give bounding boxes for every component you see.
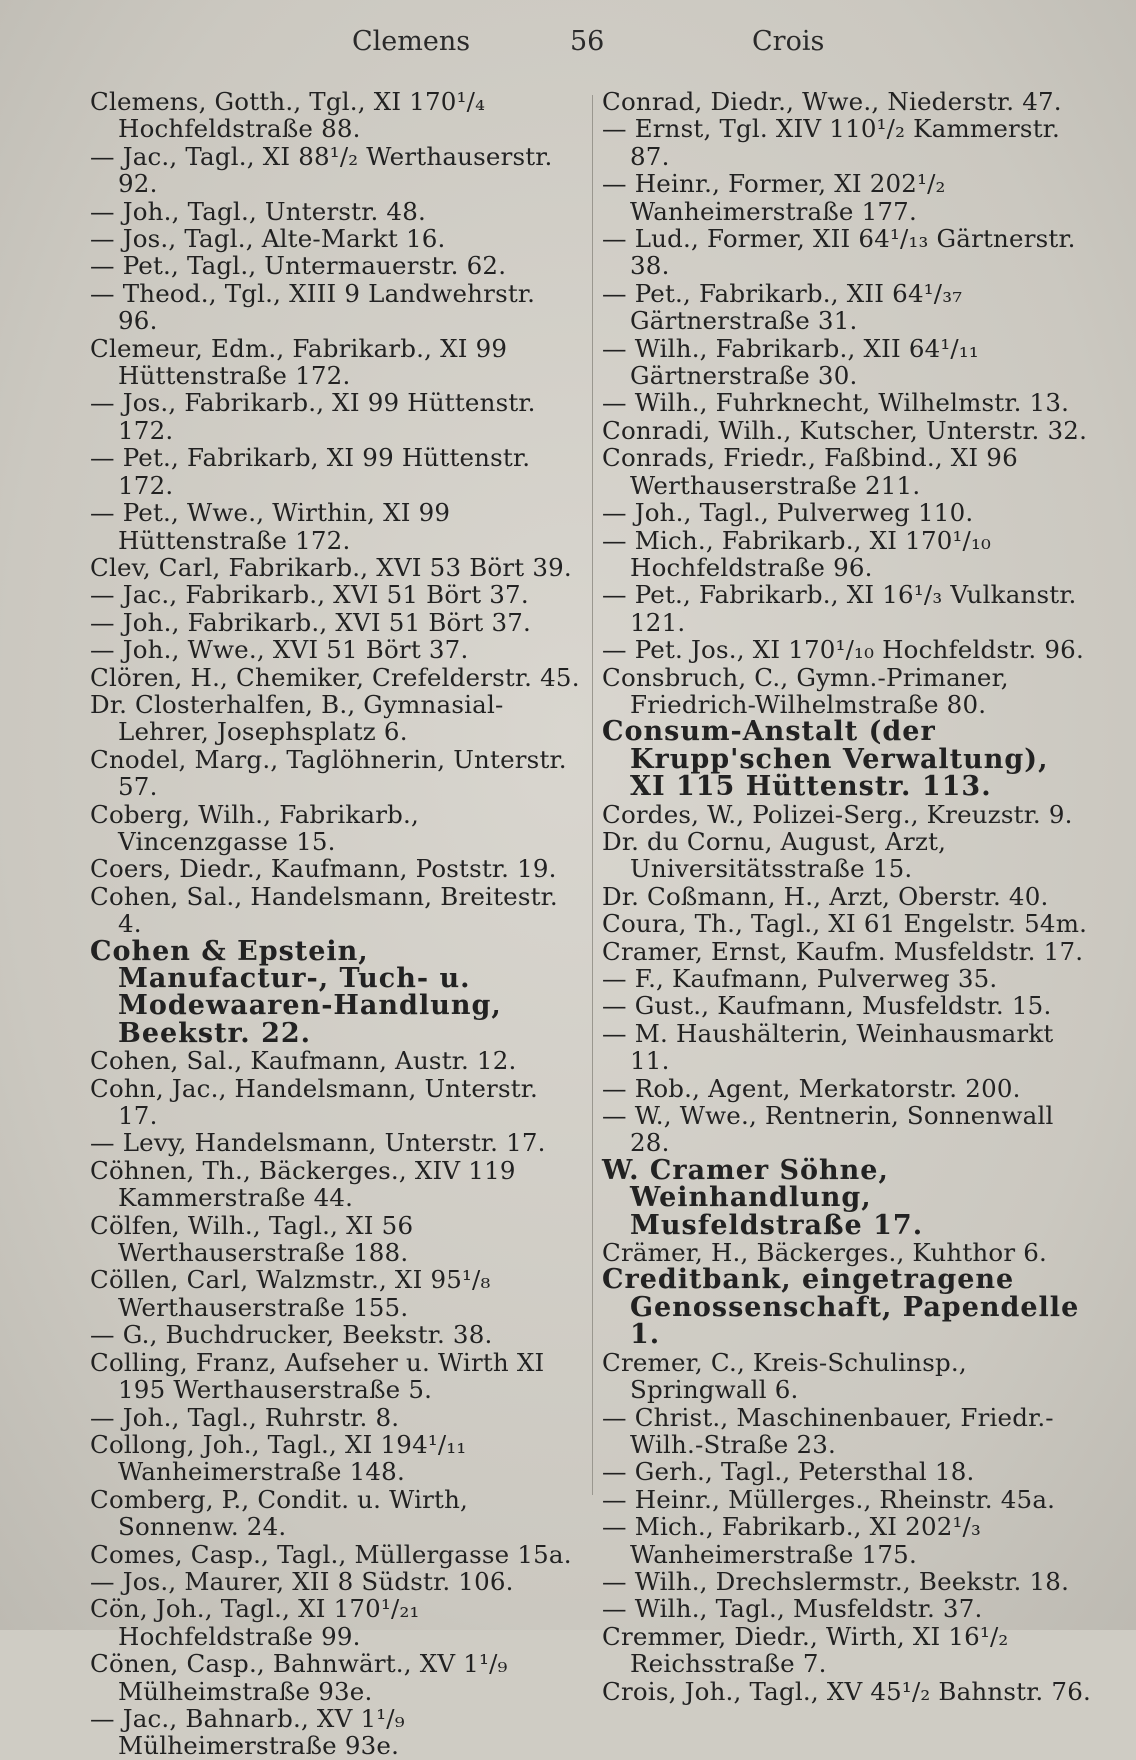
- list-item: Cremmer, Diedr., Wirth, XI 16¹/₂ Reichsstraße 7.: [602, 1621, 1009, 1679]
- list-item: Clören, H., Chemiker, Crefelderstr. 45.: [90, 662, 580, 692]
- list-item: — M. Haushälterin, Weinhausmarkt 11.: [602, 1018, 1054, 1076]
- list-item: — Pet., Fabrikarb., XI 16¹/₃ Vulkanstr. 121.: [602, 580, 1077, 637]
- list-item: — Wilh., Drechslermstr., Beekstr. 18.: [602, 1566, 1070, 1596]
- list-item: Cohen, Sal., Kaufmann, Austr. 12.: [90, 1046, 517, 1076]
- list-item: Conrads, Friedr., Faßbind., XI 96 Werthauserstraße 211.: [602, 443, 1018, 500]
- list-item: — Heinr., Müllerges., Rheinstr. 45a.: [602, 1484, 1056, 1514]
- list-item: Coers, Diedr., Kaufmann, Poststr. 19.: [90, 854, 557, 884]
- list-item: Dr. Coßmann, H., Arzt, Oberstr. 40.: [602, 881, 1049, 911]
- column-divider: [592, 95, 593, 1495]
- list-item: Clemens, Gotth., Tgl., XI 170¹/₄ Hochfeldstraße 88.: [90, 87, 486, 144]
- list-item: — Theod., Tgl., XIII 9 Landwehrstr. 96.: [90, 278, 536, 336]
- list-item: — Pet., Fabrikarb., XII 64¹/₃₇ Gärtnerstraße 31.: [602, 278, 963, 336]
- list-item: Clev, Carl, Fabrikarb., XVI 53 Bört 39.: [90, 552, 572, 582]
- list-item: Cordes, W., Polizei-Serg., Kreuzstr. 9.: [602, 799, 1073, 829]
- header-last-name: Crois: [752, 26, 825, 57]
- list-item: Cölfen, Wilh., Tagl., XI 56 Werthauserstraße 188.: [90, 1210, 414, 1268]
- list-item-firm: W. Cramer Söhne, Weinhandlung, Musfeldstraße 17.: [602, 1154, 924, 1241]
- list-item: — Christ., Maschinenbauer, Friedr.-Wilh.-Straße 23.: [602, 1402, 1054, 1459]
- list-item: — Mich., Fabrikarb., XI 202¹/₃ Wanheimerstraße 175.: [602, 1512, 982, 1569]
- page-header: [92, 20, 1072, 64]
- page-number: 56: [570, 26, 605, 57]
- list-item: — Mich., Fabrikarb., XI 170¹/₁₀ Hochfeldstraße 96.: [602, 525, 992, 582]
- list-item: — W., Wwe., Rentnerin, Sonnenwall 28.: [602, 1101, 1054, 1158]
- list-item: Cohen, Sal., Handelsmann, Breitestr. 4.: [90, 881, 558, 939]
- list-item: Crois, Joh., Tagl., XV 45¹/₂ Bahnstr. 76.: [602, 1676, 1091, 1706]
- list-item: — Jos., Maurer, XII 8 Südstr. 106.: [90, 1566, 514, 1596]
- list-item: — Pet., Wwe., Wirthin, XI 99 Hüttenstraße 172.: [90, 498, 451, 555]
- list-item: Comberg, P., Condit. u. Wirth, Sonnenw. 24.: [90, 1484, 469, 1542]
- list-item-firm: Consum-Anstalt (der Krupp'schen Verwaltung), XI 115 Hüttenstr. 113.: [602, 716, 1049, 803]
- list-item: Cramer, Ernst, Kaufm. Musfeldstr. 17.: [602, 936, 1084, 966]
- list-item: — Wilh., Tagl., Musfeldstr. 37.: [602, 1594, 983, 1624]
- list-item: — Jos., Fabrikarb., XI 99 Hüttenstr. 172.: [90, 388, 536, 445]
- list-item: — Joh., Tagl., Ruhrstr. 8.: [90, 1402, 400, 1432]
- list-item: Cöhnen, Th., Bäckerges., XIV 119 Kammerstraße 44.: [90, 1155, 516, 1213]
- list-item: — Levy, Handelsmann, Unterstr. 17.: [90, 1128, 546, 1158]
- list-item-firm: Cohen & Epstein, Manufactur-, Tuch- u. Modewaaren-Handlung, Beekstr. 22.: [90, 935, 502, 1049]
- header-first-name: Clemens: [352, 26, 471, 57]
- list-item-firm: Creditbank, eingetragene Genossenschaft, Papendelle 1.: [602, 1264, 1080, 1351]
- list-item: — Ernst, Tgl. XIV 110¹/₂ Kammerstr. 87.: [602, 114, 1060, 171]
- list-item: — Pet. Jos., XI 170¹/₁₀ Hochfeldstr. 96.: [602, 635, 1084, 665]
- list-item: Dr. Closterhalfen, B., Gymnasial-Lehrer, Josephsplatz 6.: [90, 689, 504, 747]
- list-item: Comes, Casp., Tagl., Müllergasse 15a.: [90, 1539, 572, 1569]
- list-item: — Joh., Wwe., XVI 51 Bört 37.: [90, 635, 469, 665]
- list-item: Conrad, Diedr., Wwe., Niederstr. 47.: [602, 87, 1062, 116]
- list-item: — Lud., Former, XII 64¹/₁₃ Gärtnerstr. 38.: [602, 224, 1076, 281]
- list-item: — Heinr., Former, XI 202¹/₂ Wanheimerstraße 177.: [602, 169, 946, 226]
- list-item: Coberg, Wilh., Fabrikarb., Vincenzgasse 15.: [90, 799, 420, 856]
- list-item: Clemeur, Edm., Fabrikarb., XI 99 Hüttenstraße 172.: [90, 333, 508, 391]
- list-item: — Gust., Kaufmann, Musfeldstr. 15.: [602, 991, 1052, 1021]
- list-item: — G., Buchdrucker, Beekstr. 38.: [90, 1320, 493, 1350]
- list-item: — Jos., Tagl., Alte-Markt 16.: [90, 224, 446, 254]
- list-item: Cremer, C., Kreis-Schulinsp., Springwall 6.: [602, 1347, 967, 1405]
- list-item: — F., Kaufmann, Pulverweg 35.: [602, 964, 998, 993]
- list-item: Collong, Joh., Tagl., XI 194¹/₁₁ Wanheimerstraße 148.: [90, 1429, 467, 1487]
- list-item: — Joh., Tagl., Unterstr. 48.: [90, 196, 426, 226]
- list-item: — Pet., Tagl., Untermauerstr. 62.: [90, 251, 507, 281]
- list-item: — Jac., Tagl., XI 88¹/₂ Werthauserstr. 92.: [90, 141, 553, 199]
- list-item: — Jac., Bahnarb., XV 1¹/₉ Mülheimerstraße 93e.: [90, 1703, 405, 1760]
- list-item: Consbruch, C., Gymn.-Primaner, Friedrich-Wilhelmstraße 80.: [602, 662, 1009, 719]
- list-item: — Wilh., Fabrikarb., XII 64¹/₁₁ Gärtnerstraße 30.: [602, 333, 979, 391]
- list-item: Cön, Joh., Tagl., XI 170¹/₂₁ Hochfeldstraße 99.: [90, 1594, 420, 1651]
- list-item: — Jac., Fabrikarb., XVI 51 Bört 37.: [90, 580, 529, 610]
- left-column: [90, 87, 582, 1760]
- list-item: — Rob., Agent, Merkatorstr. 200.: [602, 1073, 1021, 1103]
- list-item: Conradi, Wilh., Kutscher, Unterstr. 32.: [602, 415, 1088, 445]
- list-item: Cöllen, Carl, Walzmstr., XI 95¹/₈ Werthauserstraße 155.: [90, 1265, 491, 1322]
- right-column: [602, 87, 1094, 1706]
- list-item: — Pet., Fabrikarb, XI 99 Hüttenstr. 172.: [90, 443, 531, 500]
- list-item: Crämer, H., Bäckerges., Kuhthor 6.: [602, 1238, 1048, 1268]
- list-item: — Gerh., Tagl., Petersthal 18.: [602, 1457, 975, 1487]
- list-item: Cnodel, Marg., Taglöhnerin, Unterstr. 57.: [90, 744, 567, 802]
- list-item: — Joh., Fabrikarb., XVI 51 Bört 37.: [90, 607, 532, 637]
- list-item: Cönen, Casp., Bahnwärt., XV 1¹/₉ Mülheimstraße 93e.: [90, 1649, 508, 1706]
- list-item: Colling, Franz, Aufseher u. Wirth XI 195 Werthauserstraße 5.: [90, 1347, 545, 1405]
- list-item: Cohn, Jac., Handelsmann, Unterstr. 17.: [90, 1073, 538, 1131]
- list-item: — Joh., Tagl., Pulverweg 110.: [602, 498, 974, 528]
- list-item: Coura, Th., Tagl., XI 61 Engelstr. 54m.: [602, 909, 1088, 939]
- list-item: — Wilh., Fuhrknecht, Wilhelmstr. 13.: [602, 388, 1070, 418]
- list-item: Dr. du Cornu, August, Arzt, Universitätsstraße 15.: [602, 826, 947, 884]
